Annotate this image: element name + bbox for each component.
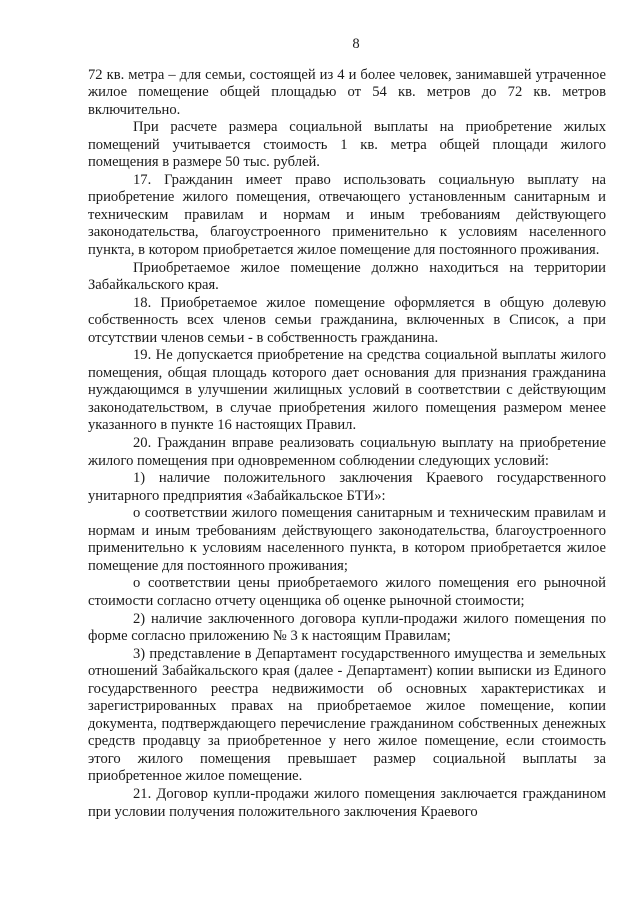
- paragraph-19: 19. Не допускается приобретение на средства социальной выплаты жилого помещения, общая площадь которого дает основания для признания гражданина нуждающимся в улучшении жилищных условий в соответствии с действующим законодательством, в случае приобретения жилого помещения размером менее указанного в пункте 16 настоящих Правил.: [88, 347, 606, 434]
- paragraph-20: 20. Гражданин вправе реализовать социальную выплату на приобретение жилого помещения при одновременном соблюдении следующих условий:: [88, 435, 606, 469]
- paragraph-17: 17. Гражданин имеет право использовать социальную выплату на приобретение жилого помещения, отвечающего установленным санитарным и техническим правилам и нормам и иным требованиям действующего законодательства, благоустроенного применительно к условиям населенного пункта, в котором приобретается жилое помещение для постоянного проживания.: [88, 171, 606, 259]
- paragraph-20-condition-1b: о соответствии цены приобретаемого жилого помещения его рыночной стоимости согласно отчету оценщика об оценке рыночной стоимости;: [88, 575, 606, 609]
- paragraph-20-condition-2: 2) наличие заключенного договора купли-продажи жилого помещения по форме согласно приложению № 3 к настоящим Правилам;: [88, 610, 606, 645]
- paragraph-price-calculation: При расчете размера социальной выплаты на приобретение жилых помещений учитывается стоимость 1 кв. метра общей площади жилого помещения в размере 50 тыс. рублей.: [88, 119, 606, 171]
- page-number: 8: [352, 36, 360, 52]
- paragraph-21: 21. Договор купли-продажи жилого помещения заключается гражданином при условии получения положительного заключения Краевого: [88, 785, 606, 820]
- paragraph-area-72: 72 кв. метра – для семьи, состоящей из 4 и более человек, занимавшей утраченное жилое помещение общей площадью от 54 кв. метров до 72 кв. метров включительно.: [88, 66, 606, 118]
- paragraph-territory: Приобретаемое жилое помещение должно находиться на территории Забайкальского края.: [88, 259, 606, 294]
- paragraph-20-condition-3: 3) представление в Департамент государственного имущества и земельных отношений Забайкальского края (далее - Департамент) копии выписки из Единого государственного реестра недвижимости об основных характеристиках и зарегистрированных правах на приобретаемое жилое помещение, копии документа, подтверждающего перечисление гражданином собственных денежных средств продавцу за приобретенное у него жилое помещение, если стоимость этого жилого помещения превышает размер социальной выплаты за приобретенное жилое помещение.: [88, 645, 606, 785]
- paragraph-18: 18. Приобретаемое жилое помещение оформляется в общую долевую собственность всех членов семьи гражданина, включенных в Список, а при отсутствии членов семьи - в собственность гражданина.: [88, 294, 606, 346]
- paragraph-20-condition-1: 1) наличие положительного заключения Краевого государственного унитарного предприятия «Забайкальское БТИ»:: [88, 470, 606, 504]
- paragraph-20-condition-1a: о соответствии жилого помещения санитарным и техническим правилам и нормам и иным требованиям действующего законодательства, благоустроенного применительно к условиям населенного пункта, в котором приобретается жилое помещение для постоянного проживания;: [88, 505, 606, 574]
